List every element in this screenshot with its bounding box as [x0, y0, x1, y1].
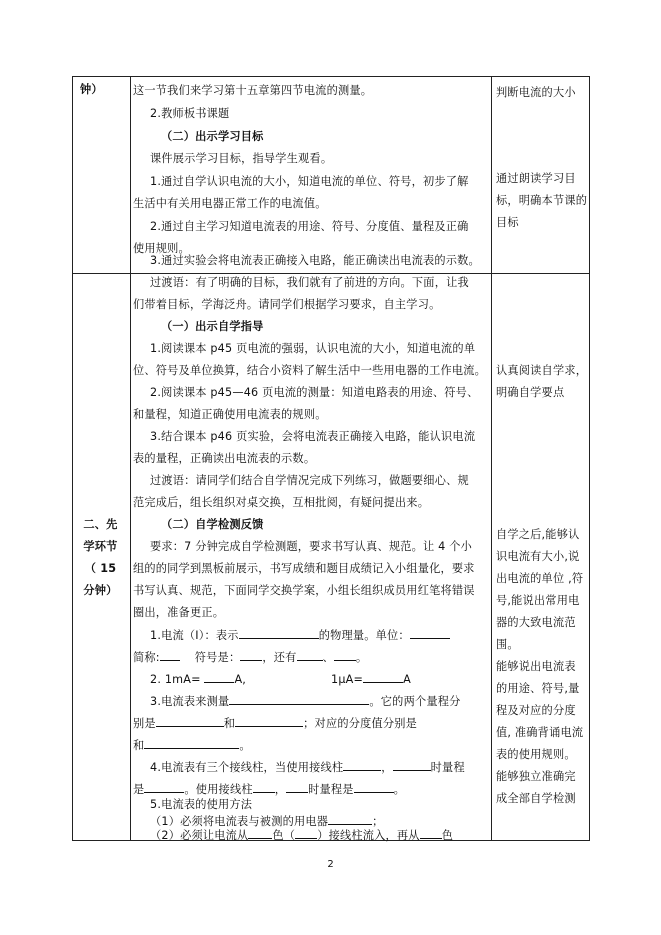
- blank[interactable]: [204, 672, 234, 683]
- section-heading-goals: （二）出示学习目标: [161, 130, 264, 143]
- goal-item: 3.通过实验会将电流表正确接入电路，能正确读出电流表的示数。: [150, 254, 480, 267]
- row2-right-check-line: 能够说出电流表: [496, 660, 576, 673]
- blank[interactable]: [297, 650, 323, 661]
- blank[interactable]: [229, 694, 369, 705]
- blank[interactable]: [393, 760, 431, 771]
- blank[interactable]: [420, 828, 442, 839]
- row2-right-check-line: 出电流的单位 ,符: [496, 572, 584, 585]
- blank[interactable]: [253, 782, 275, 793]
- row2-right-read-line: 明确自学要点: [496, 386, 565, 399]
- blank[interactable]: [160, 650, 180, 661]
- requirement-text: 圈出，准备更正。: [133, 606, 225, 619]
- question-5-item-1: （1）必须将电流表与被测的用电器 ；: [150, 815, 384, 828]
- guide-item: 3.结合课本 p46 页实验，会将电流表正确接入电路，能认识电流: [150, 430, 476, 443]
- row1-right-goal-line: 通过朗读学习目: [496, 172, 576, 185]
- question-4-cont: 是 。使用接线柱 ， 时量程是 。: [133, 783, 406, 796]
- goal-item: 2.通过自主学习知道电流表的用途、符号、分度值、量程及正确: [150, 220, 469, 233]
- row2-stage-label: 二、先: [83, 518, 118, 531]
- requirement-text: 要求：7 分钟完成自学检测题，要求书写认真、规范。让 4 个小: [150, 540, 472, 553]
- row1-text-line: 课件展示学习目标，指导学生观看。: [150, 152, 333, 165]
- blank[interactable]: [295, 828, 317, 839]
- blank[interactable]: [144, 738, 239, 749]
- question-3: 3.电流表来测量 。它的两个量程分: [150, 695, 461, 708]
- goal-item-cont: 生活中有关用电器正常工作的电流值。: [133, 197, 327, 210]
- question-1-cont: 简称: 符号是： ，还有 、 。: [133, 651, 368, 664]
- row2-right-check-line: 号,能说出常用电: [496, 594, 580, 607]
- row2-right-check-line: 识电流有大小,说: [496, 550, 580, 563]
- blank[interactable]: [239, 628, 319, 639]
- table-row-divider: [73, 273, 589, 274]
- guide-item-cont: 和量程，知道正确使用电流表的规则。: [133, 408, 327, 421]
- guide-item-cont: 位、符号及单位换算，结合小资料了解生活中一些用电器的工作电流。: [133, 364, 487, 377]
- question-3-cont: 和 。: [133, 739, 251, 752]
- row1-right-note: 判断电流的大小: [496, 86, 576, 99]
- row2-right-read-line: 认真阅读自学求，: [496, 364, 588, 377]
- row1-right-goal-line: 目标: [496, 216, 519, 229]
- transition-text: 过渡语：请同学们结合自学情况完成下列练习，做题要细心、规: [150, 474, 469, 487]
- row2-right-check-line: 程及对应的分度: [496, 704, 576, 717]
- row2-right-check-line: 成全部自学检测: [496, 792, 576, 805]
- transition-text: 过渡语：有了明确的目标，我们就有了前进的方向。下面，让我: [150, 276, 469, 289]
- question-2b: 1μA= A: [331, 673, 411, 686]
- blank[interactable]: [240, 650, 262, 661]
- transition-text: 们带着目标，学海泛舟。请同学们根据学习要求，自主学习。: [133, 298, 441, 311]
- row2-right-check-line: 自学之后,能够认: [496, 528, 580, 541]
- blank[interactable]: [328, 814, 372, 825]
- blank[interactable]: [235, 716, 303, 727]
- question-4: 4.电流表有三个接线柱，当使用接线柱 ， 时量程: [150, 761, 465, 774]
- blank[interactable]: [410, 628, 450, 639]
- blank[interactable]: [363, 672, 403, 683]
- row1-stage-label: 钟）: [80, 83, 103, 96]
- section-heading-check: （二）自学检测反馈: [161, 518, 264, 531]
- row2-stage-label: （ 15: [84, 562, 117, 575]
- row2-right-check-line: 能够独立准确完: [496, 770, 576, 783]
- table-column-divider-2: [491, 77, 492, 840]
- question-3-cont: 别是 和 ；对应的分度值分别是: [133, 717, 418, 730]
- blank[interactable]: [248, 828, 272, 839]
- guide-item: 1.阅读课本 p45 页电流的强弱，认识电流的大小，知道电流的单: [150, 342, 476, 355]
- goal-item-cont: 使用规则。: [133, 242, 190, 255]
- blank[interactable]: [286, 782, 308, 793]
- row2-right-check-line: 值, 准确背诵电流: [496, 726, 584, 739]
- guide-item-cont: 表的量程，正确读出电流表的示数。: [133, 452, 316, 465]
- row2-stage-label: 学环节: [83, 540, 118, 553]
- goal-item: 1.通过自学认识电流的大小，知道电流的单位、符号，初步了解: [150, 175, 469, 188]
- row2-right-check-line: 器的大致电流范: [496, 616, 576, 629]
- guide-item: 2.阅读课本 p45—46 页电流的测量：知道电路表的用途、符号、: [150, 386, 479, 399]
- row1-right-goal-line: 标，明确本节课的: [496, 194, 588, 207]
- page-number: 2: [327, 859, 334, 870]
- row2-right-check-line: 表的使用规则。: [496, 748, 576, 761]
- question-5-item-2: （2）必须让电流从 色（ ）接线柱流入，再从 色: [150, 829, 454, 842]
- blank[interactable]: [343, 760, 381, 771]
- blank[interactable]: [354, 782, 394, 793]
- blank[interactable]: [144, 782, 184, 793]
- row2-right-check-line: 围。: [496, 638, 519, 651]
- question-1: 1.电流（I）：表示 的物理量。单位：: [150, 628, 450, 642]
- section-heading-guide: （一）出示自学指导: [161, 320, 264, 333]
- row1-text-line: 这一节我们来学习第十五章第四节电流的测量。: [133, 84, 373, 97]
- transition-text: 范完成后，组长组织对桌交换，互相批阅，有疑问提出来。: [133, 496, 430, 509]
- row2-stage-label: 分钟）: [83, 584, 118, 597]
- blank[interactable]: [334, 650, 356, 661]
- question-2: 2. 1mA= A,: [150, 673, 247, 686]
- requirement-text: 书写认真、规范，下面同学交换学案，小组长组织成员用红笔将错误: [133, 584, 475, 597]
- row2-right-check-line: 的用途、符号,量: [496, 682, 580, 695]
- row1-text-line: 2.教师板书课题: [150, 107, 230, 120]
- requirement-text: 组的的同学到黑板前展示，书写成绩和题目成绩记入小组量化，要求: [133, 562, 475, 575]
- question-5-title: 5.电流表的使用方法: [150, 798, 253, 811]
- blank[interactable]: [156, 716, 224, 727]
- table-column-divider-1: [130, 77, 131, 840]
